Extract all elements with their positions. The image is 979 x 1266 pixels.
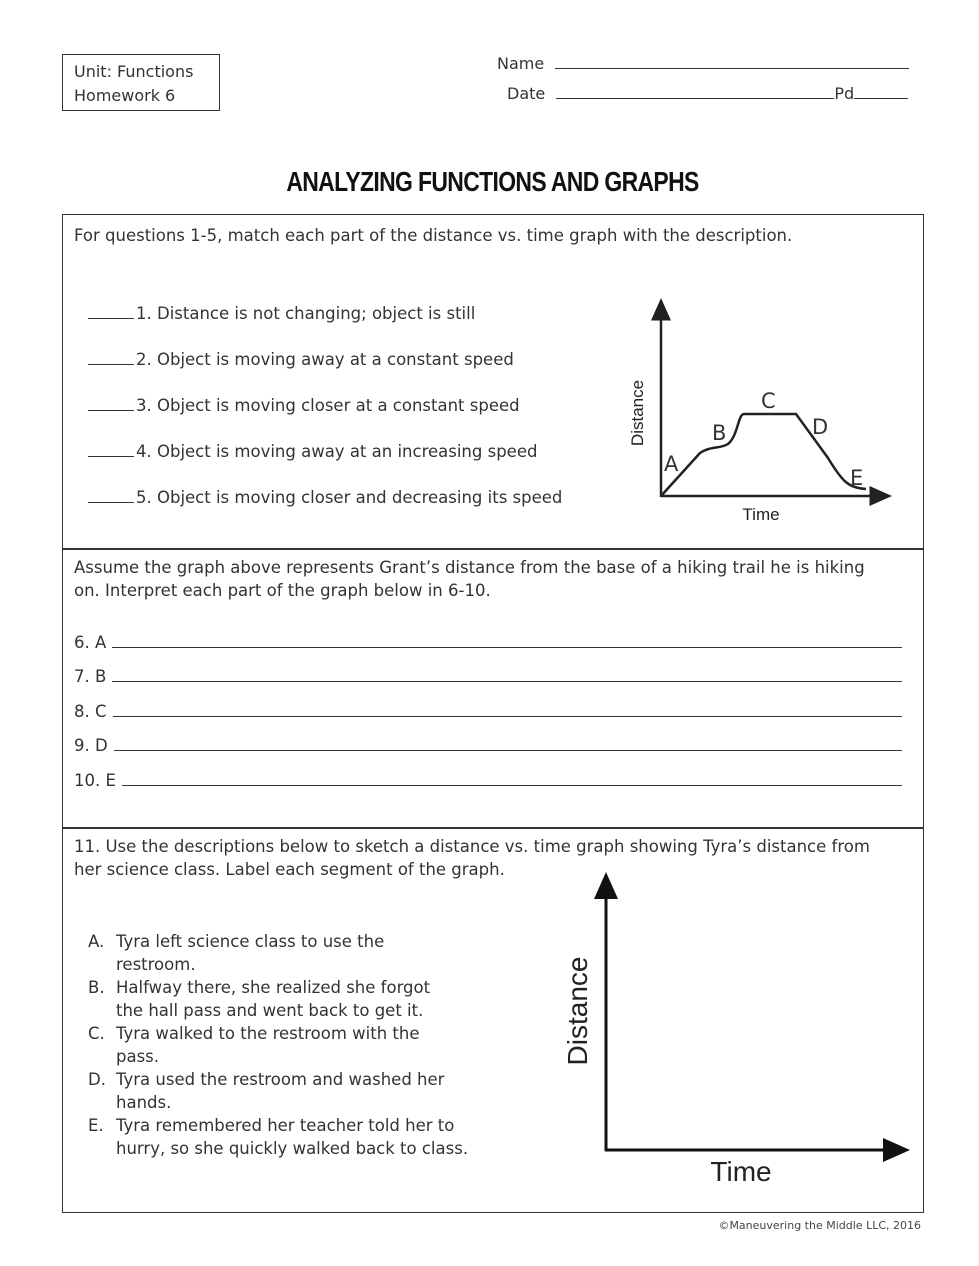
interpret-line-6[interactable] — [112, 633, 902, 648]
match-item-5 — [88, 486, 562, 509]
section-3-instructions-line-2: her science class. Label each segment of the graph. — [74, 860, 505, 879]
sketch-graph[interactable] — [556, 872, 910, 1190]
description-c-line-2: pass. — [116, 1047, 160, 1066]
interpret-row-8 — [74, 702, 902, 721]
match-item-2 — [88, 348, 514, 371]
pd-line[interactable] — [854, 84, 908, 99]
interpret-label-6: 6. A — [74, 633, 107, 652]
section-1-instructions: For questions 1-5, match each part of the distance vs. time graph with the description. — [74, 226, 793, 245]
description-d-line-2: hands. — [116, 1093, 172, 1112]
description-c-line-1: Tyra walked to the restroom with the — [116, 1024, 420, 1043]
unit-box — [62, 54, 220, 111]
match-item-3 — [88, 394, 520, 417]
interpret-line-9[interactable] — [114, 736, 902, 751]
description-item-e — [88, 1114, 488, 1160]
pd-label: Pd — [834, 84, 855, 103]
description-a-line-2: restroom. — [116, 955, 196, 974]
description-d-line-1: Tyra used the restroom and washed her — [116, 1070, 445, 1089]
description-b-line-1: Halfway there, she realized she forgot — [116, 978, 431, 997]
description-letter-b: B. — [88, 978, 105, 997]
segment-label-b: B — [712, 421, 727, 445]
segment-label-c: C — [761, 389, 776, 413]
graph-y-label: Distance — [628, 379, 647, 447]
date-field[interactable] — [507, 84, 908, 103]
unit-label: Unit: Functions — [74, 62, 194, 81]
description-item-d — [88, 1068, 488, 1114]
section-3-instructions-line-1: 11. Use the descriptions below to sketch a distance vs. time graph showing Tyra’s distance from — [74, 837, 870, 856]
sketch-y-label: Distance — [562, 956, 593, 1066]
section-2-instructions-line-2: on. Interpret each part of the graph below in 6-10. — [74, 581, 491, 600]
sketch-x-label: Time — [710, 1156, 772, 1187]
description-letter-d: D. — [88, 1070, 106, 1089]
description-e-line-1: Tyra remembered her teacher told her to — [116, 1116, 455, 1135]
segment-label-a: A — [664, 452, 679, 476]
graph-x-label: Time — [742, 505, 780, 524]
answer-blank-5[interactable] — [88, 487, 134, 503]
match-item-1 — [88, 302, 475, 325]
match-item-4-text: 4. Object is moving away at an increasing speed — [136, 442, 538, 461]
distance-time-graph — [620, 296, 900, 532]
match-item-2-text: 2. Object is moving away at a constant speed — [136, 350, 514, 369]
name-field[interactable] — [497, 54, 909, 73]
description-letter-c: C. — [88, 1024, 105, 1043]
section-2-instructions-line-1: Assume the graph above represents Grant’s distance from the base of a hiking trail he is hiking — [74, 558, 865, 577]
description-item-a — [88, 930, 488, 976]
copyright-footer: ©Maneuvering the Middle LLC, 2016 — [718, 1219, 921, 1232]
match-item-4 — [88, 440, 537, 463]
name-label: Name — [497, 54, 545, 73]
description-a-line-1: Tyra left science class to use the — [116, 932, 385, 951]
date-line[interactable] — [556, 84, 834, 99]
answer-blank-1[interactable] — [88, 303, 134, 319]
interpret-line-7[interactable] — [112, 667, 902, 682]
interpret-line-8[interactable] — [113, 702, 902, 717]
graph-curve — [661, 414, 866, 496]
match-item-3-text: 3. Object is moving closer at a constant speed — [136, 396, 520, 415]
interpret-label-10: 10. E — [74, 771, 116, 790]
description-item-b — [88, 976, 488, 1022]
date-label: Date — [507, 84, 546, 103]
segment-label-d: D — [812, 415, 829, 439]
answer-blank-3[interactable] — [88, 395, 134, 411]
homework-label: Homework 6 — [74, 86, 176, 105]
interpret-row-7 — [74, 667, 902, 686]
interpret-row-10 — [74, 771, 902, 790]
description-item-c — [88, 1022, 488, 1068]
match-item-5-text: 5. Object is moving closer and decreasing its speed — [136, 488, 563, 507]
interpret-row-9 — [74, 736, 902, 755]
page-title: ANALYZING FUNCTIONS AND GRAPHS — [286, 166, 699, 197]
description-b-line-2: the hall pass and went back to get it. — [116, 1001, 424, 1020]
answer-blank-2[interactable] — [88, 349, 134, 365]
name-line[interactable] — [555, 54, 909, 69]
interpret-label-7: 7. B — [74, 667, 107, 686]
description-letter-e: E. — [88, 1116, 104, 1135]
segment-label-e: E — [850, 466, 864, 490]
tyra-description-list — [88, 930, 488, 1160]
answer-blank-4[interactable] — [88, 441, 134, 457]
interpret-label-9: 9. D — [74, 736, 108, 755]
interpret-label-8: 8. C — [74, 702, 107, 721]
match-item-1-text: 1. Distance is not changing; object is still — [136, 304, 476, 323]
description-e-line-2: hurry, so she quickly walked back to class. — [116, 1139, 469, 1158]
interpret-line-10[interactable] — [122, 771, 902, 786]
interpret-row-6 — [74, 633, 902, 652]
description-letter-a: A. — [88, 932, 105, 951]
